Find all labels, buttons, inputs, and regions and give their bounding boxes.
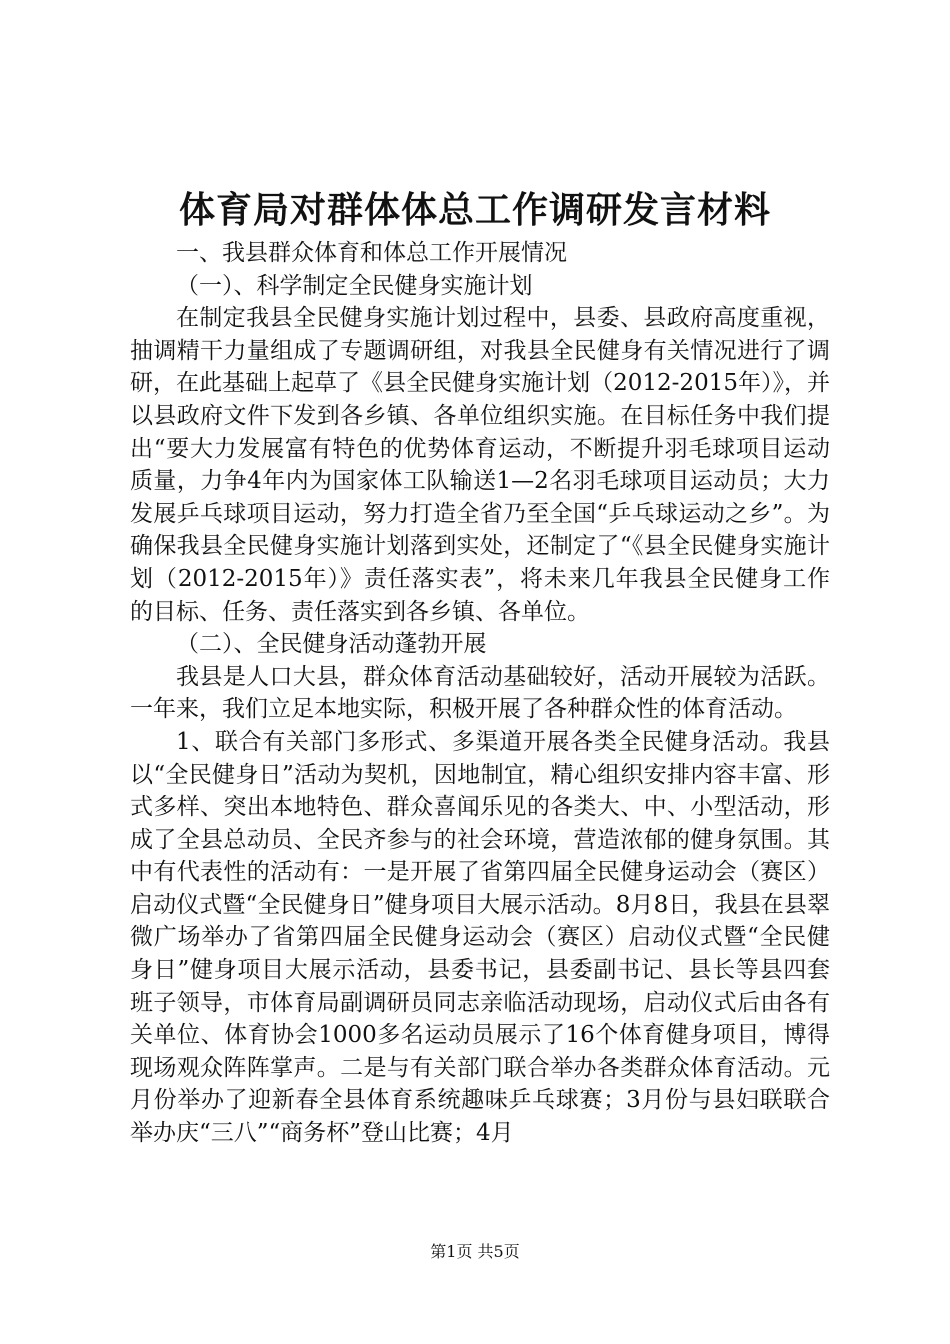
paragraph: 我县是人口大县，群众体育活动基础较好，活动开展较为活跃。一年来，我们立足本地实际，积极开展了各种群众性的体育活动。	[130, 663, 830, 723]
subsection-heading-1: （一）、科学制定全民健身实施计划	[176, 272, 533, 299]
section-heading-1: 一、我县群众体育和体总工作开展情况	[176, 240, 567, 266]
paragraph: 在制定我县全民健身实施计划过程中，县委、县政府高度重视，抽调精干力量组成了专题调研组，对我县全民健身有关情况进行了调研，在此基础上起草了《县全民健身实施计划（2012-2015年）》，并以县政府文件下发到各乡镇、各单位组织实施。在目标任务中我们提出“要大力发展富有特色的优势体育运动，不断提升羽毛球项目运动质量，力争4年内为国家体工队输送1—2名羽毛球项目运动员；大力发展乒乓球项目运动，努力打造全省乃至全国“乒乓球运动之乡”。为确保我县全民健身实施计划落到实处，还制定了“《县全民健身实施计划（2012-2015年）》责任落实表”，将未来几年我县全民健身工作的目标、任务、责任落实到各乡镇、各单位。	[130, 305, 830, 625]
document-body	[130, 237, 830, 1150]
page-footer: 第1页 共5页	[430, 1242, 520, 1261]
paragraph: 1、联合有关部门多形式、多渠道开展各类全民健身活动。我县以“全民健身日”活动为契机，因地制宜，精心组织安排内容丰富、形式多样、突出本地特色、群众喜闻乐见的各类大、中、小型活动，形成了全县总动员、全民齐参与的社会环境，营造浓郁的健身氛围。其中有代表性的活动有：一是开展了省第四届全民健身运动会（赛区）启动仪式暨“全民健身日”健身项目大展示活动。8月8日，我县在县翠微广场举办了省第四届全民健身运动会（赛区）启动仪式暨“全民健身日”健身项目大展示活动，县委书记，县委副书记、县长等县四套班子领导，市体育局副调研员同志亲临活动现场，启动仪式后由各有关单位、体育协会1000多名运动员展示了16个体育健身项目，博得现场观众阵阵掌声。二是与有关部门联合举办各类群众体育活动。元月份举办了迎新春全县体育系统趣味乒乓球赛；3月份与县妇联联合举办庆“三八”“商务杯”登山比赛；4月	[130, 728, 830, 1147]
document-title: 体育局对群体体总工作调研发言材料	[178, 189, 771, 231]
subsection-heading-2: （二）、全民健身活动蓬勃开展	[176, 631, 487, 658]
